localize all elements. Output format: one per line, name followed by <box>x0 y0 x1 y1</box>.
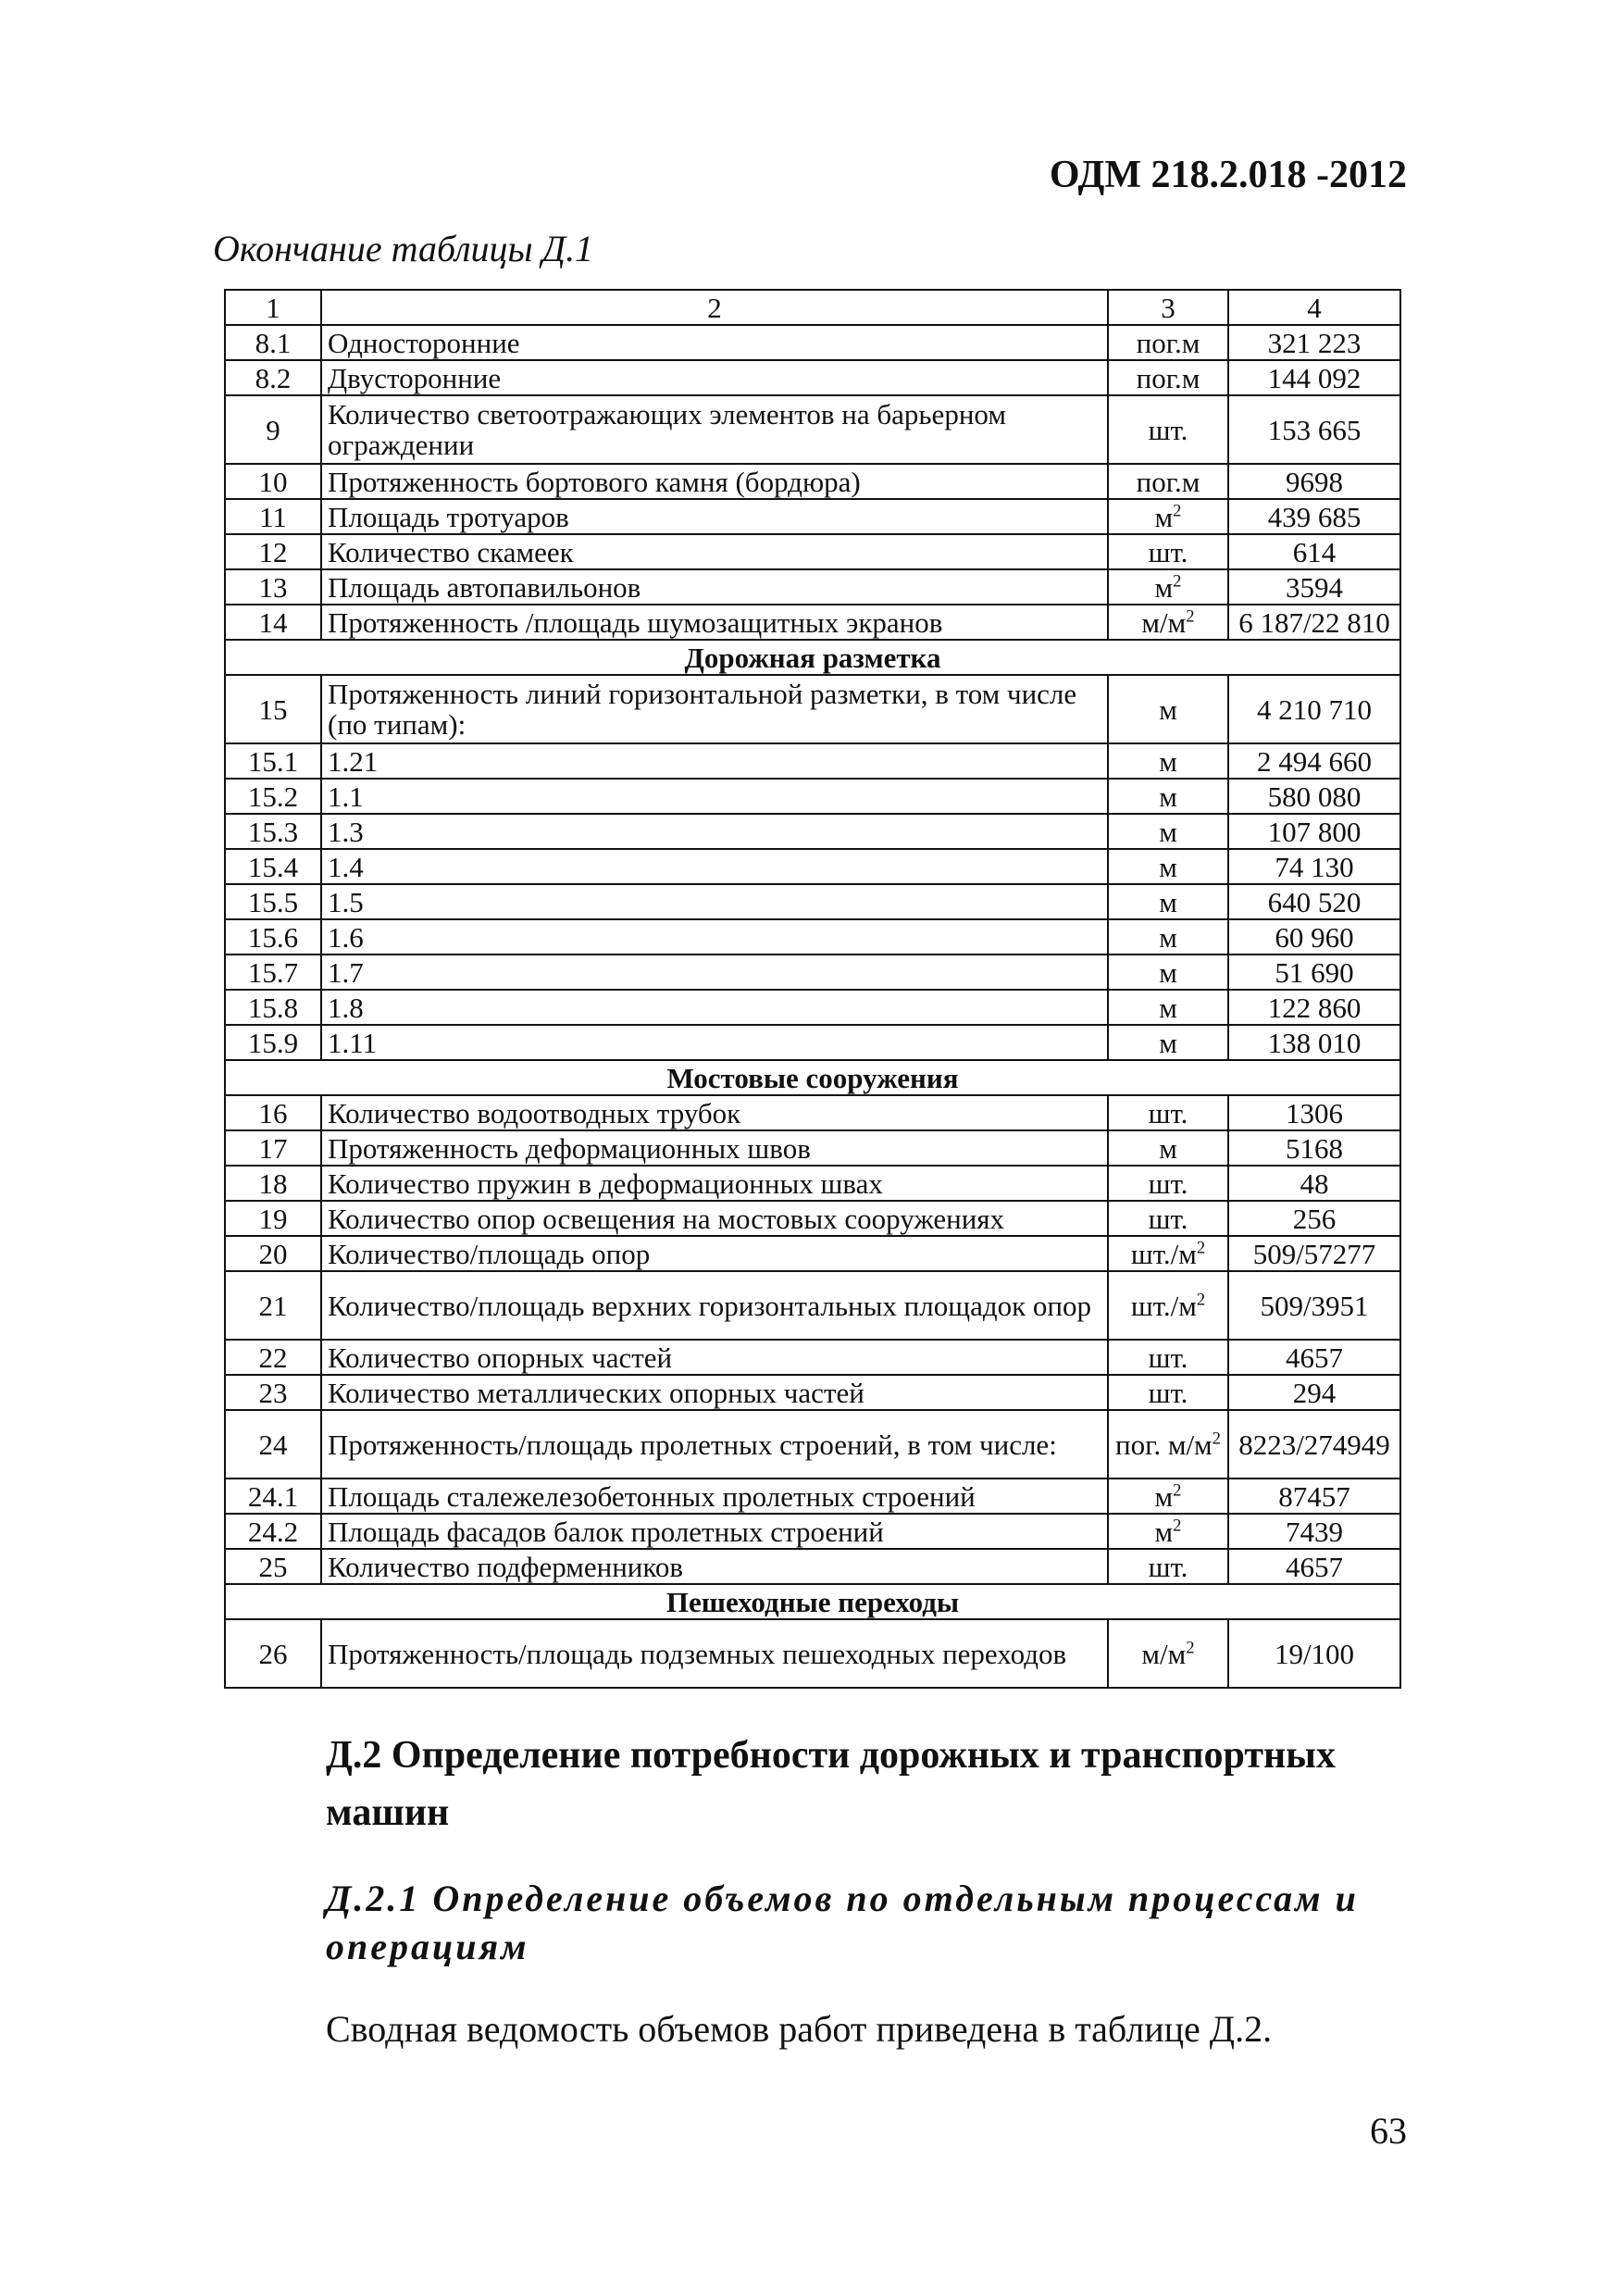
body-text: Сводная ведомость объемов работ приведена в таблице Д.2. <box>326 2008 1273 2050</box>
row-value-cell: 4 210 710 <box>1228 675 1400 743</box>
row-unit-cell <box>1108 1619 1228 1688</box>
table-section-row <box>225 1060 1400 1095</box>
row-name-cell: Односторонние <box>321 325 1108 360</box>
row-unit-cell <box>1108 1025 1228 1060</box>
row-name-cell: Количество металлических опорных частей <box>321 1375 1108 1410</box>
row-number-cell: 12 <box>225 534 321 569</box>
unit-text: м <box>1159 955 1177 989</box>
table-section-row <box>225 640 1400 675</box>
row-value-cell: 321 223 <box>1228 325 1400 360</box>
row-name-cell: Количество/площадь верхних горизонтальных площадок опор <box>321 1271 1108 1340</box>
row-name-cell: 1.7 <box>321 955 1108 990</box>
table-row <box>225 534 1400 569</box>
row-number-cell: 11 <box>225 499 321 534</box>
row-name-cell: Количество пружин в деформационных швах <box>321 1166 1108 1201</box>
row-value-cell: 138 010 <box>1228 1025 1400 1060</box>
row-number-cell: 15.7 <box>225 955 321 990</box>
row-unit-cell <box>1108 1479 1228 1514</box>
table-row <box>225 1340 1400 1375</box>
unit-superscript: 2 <box>1196 1238 1206 1258</box>
row-name-cell: 1.4 <box>321 849 1108 884</box>
row-value-cell: 153 665 <box>1228 395 1400 464</box>
table-row <box>225 990 1400 1025</box>
row-value-cell: 48 <box>1228 1166 1400 1201</box>
row-unit-cell <box>1108 1166 1228 1201</box>
row-value-cell: 256 <box>1228 1201 1400 1236</box>
row-unit-cell <box>1108 395 1228 464</box>
unit-superscript: 2 <box>1186 606 1195 627</box>
row-value-cell: 2 494 660 <box>1228 743 1400 779</box>
row-number-cell: 10 <box>225 464 321 499</box>
row-name-cell: Протяженность деформационных швов <box>321 1130 1108 1166</box>
row-number-cell: 24.2 <box>225 1514 321 1549</box>
row-name-cell: Количество опорных частей <box>321 1340 1108 1375</box>
row-unit-cell <box>1108 499 1228 534</box>
section-heading: Пешеходные переходы <box>225 1584 1400 1619</box>
row-unit-cell <box>1108 990 1228 1025</box>
unit-text: шт. <box>1148 1341 1188 1374</box>
row-value-cell: 19/100 <box>1228 1619 1400 1688</box>
unit-text: м <box>1159 850 1177 883</box>
row-unit-cell <box>1108 1095 1228 1130</box>
row-number-cell: 19 <box>225 1201 321 1236</box>
table-row <box>225 1095 1400 1130</box>
row-value-cell: 580 080 <box>1228 779 1400 814</box>
table-row <box>225 1166 1400 1201</box>
header-cell-3: 3 <box>1108 290 1228 325</box>
table-row <box>225 1479 1400 1514</box>
row-value-cell: 87457 <box>1228 1479 1400 1514</box>
unit-text: пог.м <box>1136 361 1200 394</box>
row-number-cell: 26 <box>225 1619 321 1688</box>
row-name-cell: 1.3 <box>321 814 1108 849</box>
row-number-cell: 15.4 <box>225 849 321 884</box>
row-number-cell: 13 <box>225 569 321 605</box>
table-row <box>225 1375 1400 1410</box>
row-value-cell: 60 960 <box>1228 919 1400 955</box>
row-unit-cell <box>1108 1514 1228 1549</box>
row-unit-cell <box>1108 534 1228 569</box>
row-value-cell: 294 <box>1228 1375 1400 1410</box>
document-code: ОДМ 218.2.018 -2012 <box>1049 154 1407 196</box>
row-value-cell: 3594 <box>1228 569 1400 605</box>
row-name-cell: Протяженность/площадь пролетных строений, в том числе: <box>321 1410 1108 1479</box>
table-row <box>225 919 1400 955</box>
row-number-cell: 24.1 <box>225 1479 321 1514</box>
table-row <box>225 1514 1400 1549</box>
row-number-cell: 18 <box>225 1166 321 1201</box>
row-number-cell: 21 <box>225 1271 321 1340</box>
table-row <box>225 360 1400 395</box>
table-row <box>225 814 1400 849</box>
row-number-cell: 15.9 <box>225 1025 321 1060</box>
volumes-table <box>224 289 1401 1689</box>
row-name-cell: Количество подферменников <box>321 1549 1108 1584</box>
unit-text: м <box>1159 744 1177 778</box>
unit-text: м <box>1154 1515 1174 1548</box>
row-unit-cell <box>1108 919 1228 955</box>
row-number-cell: 14 <box>225 605 321 640</box>
row-unit-cell <box>1108 1410 1228 1479</box>
row-name-cell: Площадь сталежелезобетонных пролетных строений <box>321 1479 1108 1514</box>
row-name-cell: Количество скамеек <box>321 534 1108 569</box>
row-name-cell: Количество светоотражающих элементов на барьерном ограждении <box>321 395 1108 464</box>
row-number-cell: 20 <box>225 1236 321 1271</box>
row-value-cell: 439 685 <box>1228 499 1400 534</box>
row-number-cell: 22 <box>225 1340 321 1375</box>
row-number-cell: 15.8 <box>225 990 321 1025</box>
row-number-cell: 25 <box>225 1549 321 1584</box>
page-number: 63 <box>1370 2110 1407 2152</box>
row-number-cell: 15.3 <box>225 814 321 849</box>
row-number-cell: 15.6 <box>225 919 321 955</box>
table-row <box>225 499 1400 534</box>
row-value-cell: 5168 <box>1228 1130 1400 1166</box>
table-row <box>225 1201 1400 1236</box>
row-number-cell: 15 <box>225 675 321 743</box>
table-row <box>225 779 1400 814</box>
unit-superscript: 2 <box>1173 571 1182 592</box>
row-number-cell: 16 <box>225 1095 321 1130</box>
row-unit-cell <box>1108 1549 1228 1584</box>
row-value-cell: 74 130 <box>1228 849 1400 884</box>
unit-text: шт. <box>1148 413 1188 446</box>
table-row <box>225 569 1400 605</box>
row-value-cell: 509/57277 <box>1228 1236 1400 1271</box>
row-number-cell: 9 <box>225 395 321 464</box>
table-header-row <box>225 290 1400 325</box>
row-number-cell: 15.1 <box>225 743 321 779</box>
row-number-cell: 15.5 <box>225 884 321 919</box>
row-unit-cell <box>1108 884 1228 919</box>
header-cell-2: 2 <box>321 290 1108 325</box>
table-row <box>225 395 1400 464</box>
table-row <box>225 1271 1400 1340</box>
row-value-cell: 1306 <box>1228 1095 1400 1130</box>
table-row <box>225 884 1400 919</box>
row-value-cell: 614 <box>1228 534 1400 569</box>
row-number-cell: 24 <box>225 1410 321 1479</box>
unit-text: м <box>1159 920 1177 954</box>
table-row <box>225 849 1400 884</box>
row-name-cell: 1.5 <box>321 884 1108 919</box>
row-name-cell: 1.1 <box>321 779 1108 814</box>
row-name-cell: Протяженность/площадь подземных пешеходных переходов <box>321 1619 1108 1688</box>
row-name-cell: Площадь тротуаров <box>321 499 1108 534</box>
row-unit-cell <box>1108 1201 1228 1236</box>
row-unit-cell <box>1108 464 1228 499</box>
unit-text: м <box>1154 570 1174 604</box>
unit-text: пог.м <box>1136 326 1200 359</box>
row-name-cell: 1.11 <box>321 1025 1108 1060</box>
row-unit-cell <box>1108 569 1228 605</box>
table-row <box>225 1025 1400 1060</box>
row-value-cell: 4657 <box>1228 1549 1400 1584</box>
row-name-cell: Площадь фасадов балок пролетных строений <box>321 1514 1108 1549</box>
row-name-cell: Площадь автопавильонов <box>321 569 1108 605</box>
unit-text: шт. <box>1148 1202 1188 1235</box>
table-caption: Окончание таблицы Д.1 <box>213 228 594 269</box>
table-row <box>225 605 1400 640</box>
table-row <box>225 325 1400 360</box>
row-unit-cell <box>1108 955 1228 990</box>
table-row <box>225 743 1400 779</box>
table-body <box>225 290 1400 1688</box>
unit-text: м <box>1159 991 1177 1024</box>
row-value-cell: 51 690 <box>1228 955 1400 990</box>
unit-text: шт./м <box>1130 1237 1197 1270</box>
section-title: Д.2 Определение потребности дорожных и транспортных машин <box>326 1734 1336 1834</box>
unit-text: шт. <box>1148 535 1188 568</box>
unit-superscript: 2 <box>1173 501 1182 521</box>
row-unit-cell <box>1108 1375 1228 1410</box>
row-unit-cell <box>1108 849 1228 884</box>
row-value-cell: 8223/274949 <box>1228 1410 1400 1479</box>
row-number-cell: 23 <box>225 1375 321 1410</box>
row-value-cell: 509/3951 <box>1228 1271 1400 1340</box>
table-row <box>225 675 1400 743</box>
row-unit-cell <box>1108 675 1228 743</box>
row-value-cell: 640 520 <box>1228 884 1400 919</box>
subsection-title: Д.2.1 Определение объемов по отдельным процессам и операциям <box>326 1878 1359 1967</box>
row-unit-cell <box>1108 325 1228 360</box>
row-name-cell: Количество/площадь опор <box>321 1236 1108 1271</box>
table-row <box>225 955 1400 990</box>
row-unit-cell <box>1108 1271 1228 1340</box>
unit-text: м <box>1159 693 1177 726</box>
section-heading: Дорожная разметка <box>225 640 1400 675</box>
unit-text: м <box>1154 1479 1174 1513</box>
table-row <box>225 1619 1400 1688</box>
row-value-cell: 6 187/22 810 <box>1228 605 1400 640</box>
row-name-cell: Количество водоотводных трубок <box>321 1095 1108 1130</box>
row-value-cell: 107 800 <box>1228 814 1400 849</box>
table-row <box>225 464 1400 499</box>
row-number-cell: 15.2 <box>225 779 321 814</box>
unit-text: м <box>1159 1026 1177 1059</box>
row-number-cell: 17 <box>225 1130 321 1166</box>
row-name-cell: Протяженность /площадь шумозащитных экранов <box>321 605 1108 640</box>
unit-superscript: 2 <box>1173 1480 1182 1501</box>
unit-superscript: 2 <box>1186 1638 1195 1658</box>
row-value-cell: 122 860 <box>1228 990 1400 1025</box>
row-value-cell: 7439 <box>1228 1514 1400 1549</box>
unit-text: м <box>1159 780 1177 813</box>
row-value-cell: 144 092 <box>1228 360 1400 395</box>
row-number-cell: 8.2 <box>225 360 321 395</box>
row-name-cell: 1.6 <box>321 919 1108 955</box>
header-cell-1: 1 <box>225 290 321 325</box>
row-unit-cell <box>1108 605 1228 640</box>
unit-text: м <box>1159 1131 1177 1165</box>
unit-superscript: 2 <box>1212 1429 1221 1449</box>
unit-text: м/м <box>1141 605 1187 639</box>
section-heading: Мостовые сооружения <box>225 1060 1400 1095</box>
table-row <box>225 1549 1400 1584</box>
row-name-cell: Двусторонние <box>321 360 1108 395</box>
unit-superscript: 2 <box>1196 1290 1206 1310</box>
row-unit-cell <box>1108 743 1228 779</box>
unit-text: м/м <box>1141 1637 1187 1670</box>
unit-text: пог.м <box>1136 465 1200 498</box>
table-section-row <box>225 1584 1400 1619</box>
row-value-cell: 9698 <box>1228 464 1400 499</box>
unit-text: м <box>1159 885 1177 918</box>
row-name-cell: Количество опор освещения на мостовых сооружениях <box>321 1201 1108 1236</box>
unit-text: шт./м <box>1130 1289 1197 1322</box>
unit-text: шт. <box>1148 1096 1188 1129</box>
row-unit-cell <box>1108 779 1228 814</box>
row-value-cell: 4657 <box>1228 1340 1400 1375</box>
unit-text: м <box>1154 500 1174 533</box>
row-name-cell: 1.21 <box>321 743 1108 779</box>
row-unit-cell <box>1108 814 1228 849</box>
row-unit-cell <box>1108 1130 1228 1166</box>
header-cell-4: 4 <box>1228 290 1400 325</box>
unit-text: шт. <box>1148 1376 1188 1409</box>
unit-superscript: 2 <box>1173 1516 1182 1536</box>
unit-text: шт. <box>1148 1167 1188 1200</box>
table-row <box>225 1236 1400 1271</box>
row-name-cell: Протяженность линий горизонтальной разметки, в том числе (по типам): <box>321 675 1108 743</box>
row-number-cell: 8.1 <box>225 325 321 360</box>
row-unit-cell <box>1108 360 1228 395</box>
unit-text: шт. <box>1148 1550 1188 1583</box>
row-unit-cell <box>1108 1236 1228 1271</box>
row-name-cell: 1.8 <box>321 990 1108 1025</box>
unit-text: пог. м/м <box>1115 1428 1213 1461</box>
row-name-cell: Протяженность бортового камня (бордюра) <box>321 464 1108 499</box>
table-row <box>225 1410 1400 1479</box>
table-row <box>225 1130 1400 1166</box>
unit-text: м <box>1159 815 1177 848</box>
row-unit-cell <box>1108 1340 1228 1375</box>
